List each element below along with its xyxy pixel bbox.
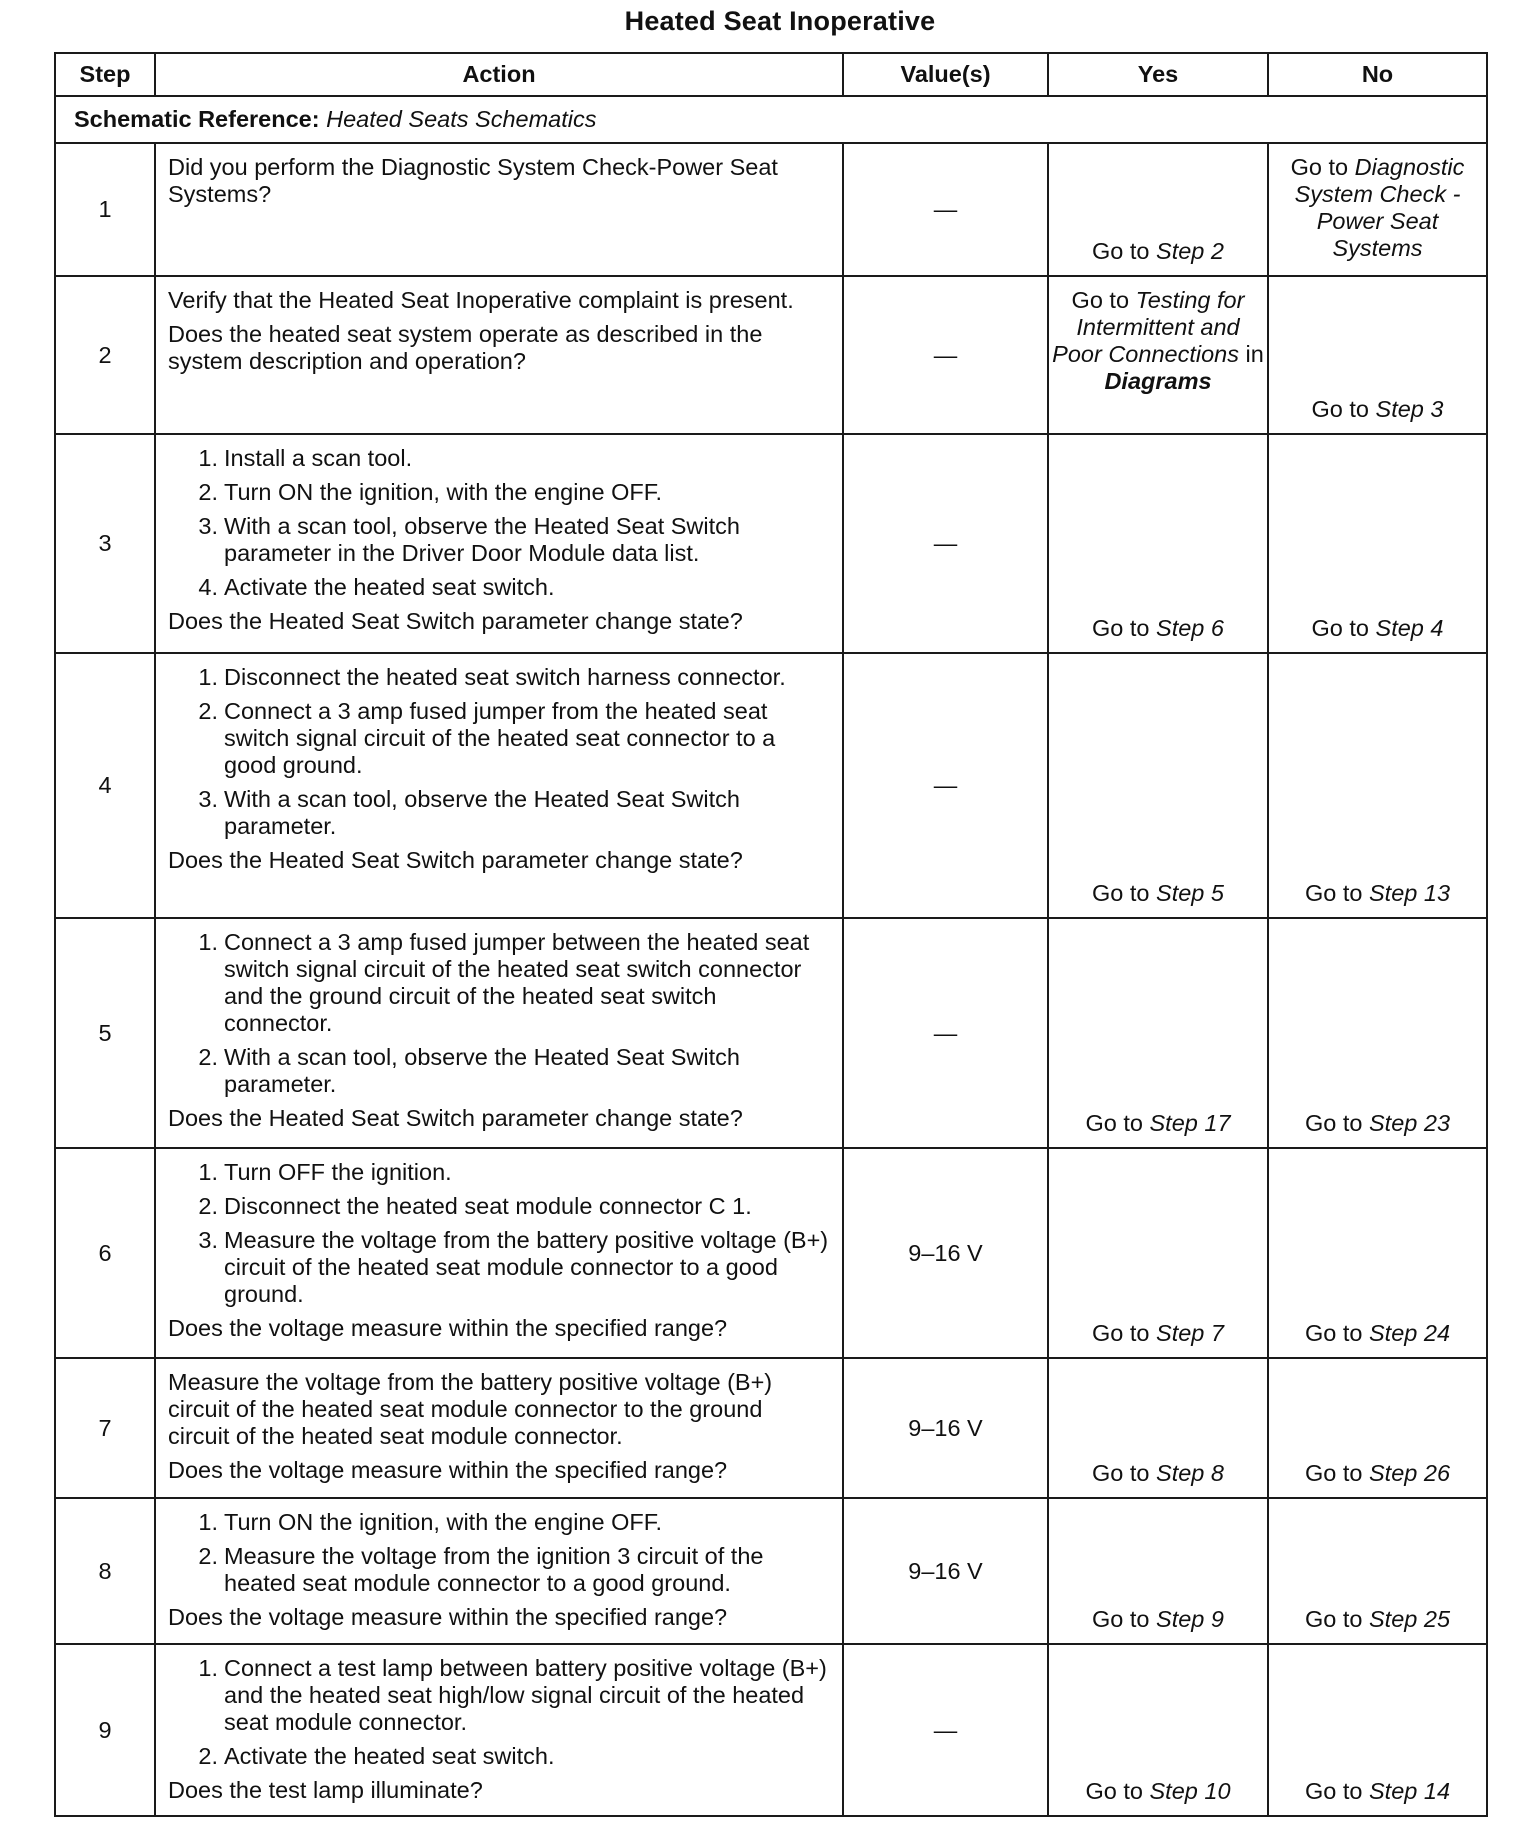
value-cell: —: [843, 918, 1048, 1148]
table-row: [55, 1148, 1487, 1358]
yes-link[interactable]: Step 17: [1149, 1110, 1231, 1136]
no-link[interactable]: Step 24: [1369, 1320, 1451, 1346]
no-link[interactable]: Step 14: [1369, 1778, 1451, 1804]
value-cell: —: [843, 1644, 1048, 1816]
header-action: Action: [155, 53, 843, 96]
value-cell: —: [843, 653, 1048, 918]
page-title: Heated Seat Inoperative: [624, 6, 936, 36]
yes-cell: [1048, 276, 1268, 434]
action-question: Does the test lamp illuminate?: [168, 1777, 483, 1803]
action-cell: [155, 1498, 843, 1644]
yes-in: in: [1245, 341, 1264, 367]
yes-prefix: Go to: [1092, 615, 1150, 641]
yes-cell: [1048, 434, 1268, 653]
yes-prefix: Go to: [1092, 880, 1150, 906]
action-question: Does the voltage measure within the specified range?: [168, 1457, 728, 1483]
step-number: 1: [55, 143, 155, 276]
yes-cell: [1048, 918, 1268, 1148]
action-cell: [155, 653, 843, 918]
list-item: 4. Activate the heated seat switch.: [198, 574, 555, 600]
header-step: Step: [55, 53, 155, 96]
header-no: No: [1268, 53, 1487, 96]
diagnostic-table: [54, 52, 1488, 1817]
action-question: Does the heated seat system operate as described in the system description and operation?: [168, 321, 763, 374]
schematic-reference-link[interactable]: Heated Seats Schematics: [326, 106, 597, 132]
no-cell: [1268, 143, 1487, 276]
step-number: 6: [55, 1148, 155, 1358]
no-prefix: Go to: [1304, 1320, 1363, 1346]
schematic-reference: [55, 96, 1487, 143]
no-link[interactable]: Step 13: [1369, 880, 1451, 906]
header-row: [55, 53, 1487, 96]
table-row: [55, 1644, 1487, 1816]
yes-link[interactable]: Step 7: [1156, 1320, 1224, 1346]
no-prefix: Go to: [1311, 396, 1369, 422]
no-cell: [1268, 653, 1487, 918]
no-prefix: Go to: [1304, 1110, 1363, 1136]
action-cell: [155, 434, 843, 653]
list-item: 1. Turn ON the ignition, with the engine OFF.: [198, 1509, 663, 1535]
yes-link[interactable]: Testing for Intermittent and Poor Connections: [1052, 287, 1245, 367]
step-number: 7: [55, 1358, 155, 1498]
list-item: 2. Connect a 3 amp fused jumper from the heated seat switch signal circuit of the heated seat connector to a good ground.: [198, 698, 776, 778]
no-cell: [1268, 1498, 1487, 1644]
schematic-reference-label: Schematic Reference:: [74, 106, 320, 132]
yes-cell: [1048, 143, 1268, 276]
value-cell: 9–16 V: [843, 1358, 1048, 1498]
action-cell: [155, 918, 843, 1148]
action-cell: [155, 1148, 843, 1358]
no-cell: [1268, 1148, 1487, 1358]
action-list: [168, 1509, 830, 1597]
no-link[interactable]: Diagnostic System Check - Power Seat Systems: [1294, 154, 1465, 261]
yes-link[interactable]: Step 6: [1156, 615, 1224, 641]
yes-link[interactable]: Step 9: [1156, 1606, 1224, 1632]
table-row: [55, 143, 1487, 276]
step-number: 2: [55, 276, 155, 434]
no-link[interactable]: Step 23: [1369, 1110, 1451, 1136]
yes-prefix: Go to: [1092, 1460, 1150, 1486]
value-cell: —: [843, 434, 1048, 653]
yes-cell: [1048, 1644, 1268, 1816]
table-row: [55, 653, 1487, 918]
yes-link[interactable]: Step 2: [1156, 238, 1224, 264]
action-cell: [155, 276, 843, 434]
action-cell: [155, 1358, 843, 1498]
action-question: Does the Heated Seat Switch parameter change state?: [168, 1105, 743, 1131]
action-text: Measure the voltage from the battery positive voltage (B+) circuit of the heated seat module connector to the ground circuit of the heated seat module connector.: [168, 1369, 773, 1449]
action-question: Does the voltage measure within the specified range?: [168, 1315, 728, 1341]
schematic-reference-row: [55, 96, 1487, 143]
value-cell: —: [843, 143, 1048, 276]
no-prefix: Go to: [1311, 615, 1369, 641]
yes-prefix: Go to: [1092, 1606, 1150, 1632]
yes-link[interactable]: Step 8: [1156, 1460, 1224, 1486]
no-prefix: Go to: [1304, 1778, 1363, 1804]
list-item: 2. Measure the voltage from the ignition 3 circuit of the heated seat module connector to a good ground.: [198, 1543, 764, 1596]
table-row: [55, 1498, 1487, 1644]
table-row: [55, 276, 1487, 434]
no-link[interactable]: Step 25: [1369, 1606, 1451, 1632]
no-link[interactable]: Step 26: [1369, 1460, 1451, 1486]
action-list: [168, 929, 830, 1098]
list-item: 1. Turn OFF the ignition.: [198, 1159, 452, 1185]
list-item: 2. With a scan tool, observe the Heated Seat Switch parameter.: [198, 1044, 740, 1097]
header-yes: Yes: [1048, 53, 1268, 96]
action-question: Does the Heated Seat Switch parameter change state?: [168, 847, 743, 873]
action-cell: [155, 143, 843, 276]
action-text: Verify that the Heated Seat Inoperative complaint is present.: [168, 287, 794, 313]
no-cell: [1268, 1644, 1487, 1816]
action-list: [168, 445, 830, 601]
yes-cell: [1048, 1148, 1268, 1358]
list-item: 2. Activate the heated seat switch.: [198, 1743, 555, 1769]
table-row: [55, 434, 1487, 653]
no-cell: [1268, 276, 1487, 434]
yes-prefix: Go to: [1085, 1110, 1143, 1136]
no-prefix: Go to: [1304, 1460, 1363, 1486]
list-item: 2. Turn ON the ignition, with the engine OFF.: [198, 479, 663, 505]
list-item: 1. Disconnect the heated seat switch harness connector.: [198, 664, 786, 690]
no-prefix: Go to: [1290, 154, 1349, 180]
yes-prefix: Go to: [1085, 1778, 1143, 1804]
value-cell: 9–16 V: [843, 1148, 1048, 1358]
action-cell: [155, 1644, 843, 1816]
yes-prefix: Go to: [1092, 238, 1150, 264]
list-item: 1. Connect a 3 amp fused jumper between the heated seat switch signal circuit of the heated seat switch connector and the ground circuit of the heated seat switch connector.: [198, 929, 810, 1036]
value-cell: 9–16 V: [843, 1498, 1048, 1644]
list-item: 3. With a scan tool, observe the Heated Seat Switch parameter in the Driver Door Module data list.: [198, 513, 740, 566]
step-number: 3: [55, 434, 155, 653]
list-item: 1. Install a scan tool.: [198, 445, 413, 471]
no-link[interactable]: Step 4: [1375, 615, 1444, 641]
action-question: Does the Heated Seat Switch parameter change state?: [168, 608, 743, 634]
yes-cell: [1048, 653, 1268, 918]
step-number: 5: [55, 918, 155, 1148]
step-number: 8: [55, 1498, 155, 1644]
no-prefix: Go to: [1304, 880, 1363, 906]
no-prefix: Go to: [1304, 1606, 1363, 1632]
yes-prefix: Go to: [1071, 287, 1130, 313]
action-list: [168, 664, 830, 840]
yes-link[interactable]: Step 5: [1156, 880, 1224, 906]
value-cell: —: [843, 276, 1048, 434]
no-cell: [1268, 434, 1487, 653]
yes-cell: [1048, 1358, 1268, 1498]
no-cell: [1268, 918, 1487, 1148]
table-row: [55, 1358, 1487, 1498]
header-values: Value(s): [843, 53, 1048, 96]
list-item: 3. With a scan tool, observe the Heated Seat Switch parameter.: [198, 786, 740, 839]
list-item: 3. Measure the voltage from the battery positive voltage (B+) circuit of the heated seat module connector to a good ground.: [198, 1227, 829, 1307]
action-text: Did you perform the Diagnostic System Check-Power Seat Systems?: [168, 154, 778, 207]
step-number: 4: [55, 653, 155, 918]
list-item: 2. Disconnect the heated seat module connector C 1.: [198, 1193, 752, 1219]
yes-doc-link[interactable]: Diagrams: [1104, 368, 1212, 394]
list-item: 1. Connect a test lamp between battery positive voltage (B+) and the heated seat high/low signal circuit of the heated seat module connector.: [198, 1655, 827, 1735]
table-row: [55, 918, 1487, 1148]
no-cell: [1268, 1358, 1487, 1498]
action-list: [168, 1159, 830, 1308]
yes-prefix: Go to: [1092, 1320, 1150, 1346]
yes-link[interactable]: Step 10: [1149, 1778, 1231, 1804]
action-question: Does the voltage measure within the specified range?: [168, 1604, 728, 1630]
yes-cell: [1048, 1498, 1268, 1644]
step-number: 9: [55, 1644, 155, 1816]
action-list: [168, 1655, 830, 1770]
no-link[interactable]: Step 3: [1375, 396, 1444, 422]
